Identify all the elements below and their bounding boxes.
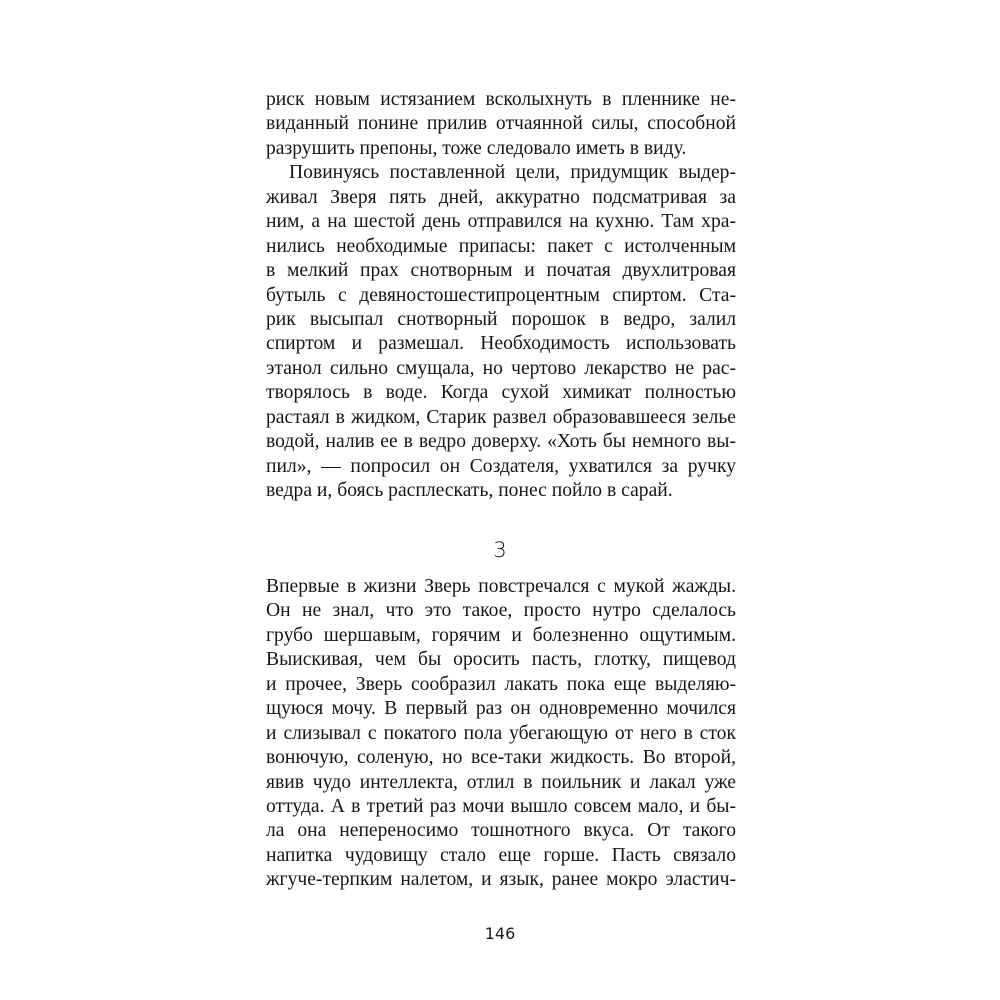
text-line: Повинуясь поставленной цели, придумщик выдер-: [289, 162, 736, 184]
paragraph: [266, 161, 736, 503]
text-line: оттуда. А в третий раз мочи вышло совсем мало, и бы-: [266, 795, 736, 817]
text-line: риск новым истязанием всколыхнуть в пленнике не-: [266, 89, 736, 110]
page-number: 146: [484, 924, 516, 943]
text-line: разрушить препоны, тоже следовало иметь в виду.: [266, 137, 687, 159]
text-line: и слизывал с покатого пола убегающую от него в сток: [266, 722, 736, 744]
text-line: жгуче-терпким налетом, и язык, ранее мокро эластич-: [266, 869, 736, 891]
text-line: этанол сильно смущала, но чертово лекарство не рас-: [266, 357, 736, 379]
body-text-top: [266, 88, 736, 503]
text-line: бутыль с девяностошестипроцентным спиртом. Ста-: [266, 284, 736, 306]
text-line: рик высыпал снотворный порошок в ведро, залил: [266, 308, 736, 330]
text-line: явив чудо интеллекта, отлил в поильник и лакал уже: [266, 771, 736, 793]
text-line: ним, а на шестой день отправился на кухню. Там хра-: [266, 211, 736, 233]
paragraph: [266, 575, 736, 893]
text-line: спиртом и размешал. Необходимость использовать: [266, 333, 736, 355]
chapter-number: 3: [493, 538, 507, 562]
text-line: Впервые в жизни Зверь повстречался с мукой жажды.: [266, 576, 736, 597]
text-line: водой, налив ее в ведро доверху. «Хоть бы немного вы-: [266, 431, 736, 453]
text-line: Он не знал, что это такое, просто нутро сделалось: [266, 600, 736, 622]
text-line: нились необходимые припасы: пакет с истолченным: [266, 235, 736, 257]
text-line: напитка чудовищу стало еще горше. Пасть связало: [266, 844, 736, 866]
text-line: ведра и, боясь расплескать, понес пойло в сарай.: [266, 480, 673, 501]
text-line: щуюся мочу. В первый раз он одновременно мочился: [266, 698, 736, 720]
text-line: и прочее, Зверь сообразил лакать пока еще выделяю-: [266, 673, 736, 695]
text-line: виданный понине прилив отчаянной силы, способной: [266, 113, 736, 135]
text-line: живал Зверя пять дней, аккуратно подсматривая за: [266, 186, 736, 208]
text-line: вонючую, соленую, но все-таки жидкость. Во второй,: [266, 747, 736, 769]
text-line: ла она непереносимо тошнотного вкуса. От такого: [266, 820, 736, 842]
text-line: Выискивая, чем бы оросить пасть, глотку, пищевод: [266, 649, 736, 671]
paragraph: [266, 88, 736, 161]
body-text-bottom: [266, 575, 736, 893]
text-line: пил», — попросил он Создателя, ухватился за ручку: [266, 455, 736, 477]
text-line: грубо шершавым, горячим и болезненно ощутимым.: [266, 624, 736, 646]
text-line: творялось в воде. Когда сухой химикат полностью: [266, 382, 736, 404]
text-line: растаял в жидком, Старик развел образовавшееся зелье: [266, 406, 736, 428]
text-line: в мелкий прах снотворным и початая двухлитровая: [266, 260, 736, 282]
